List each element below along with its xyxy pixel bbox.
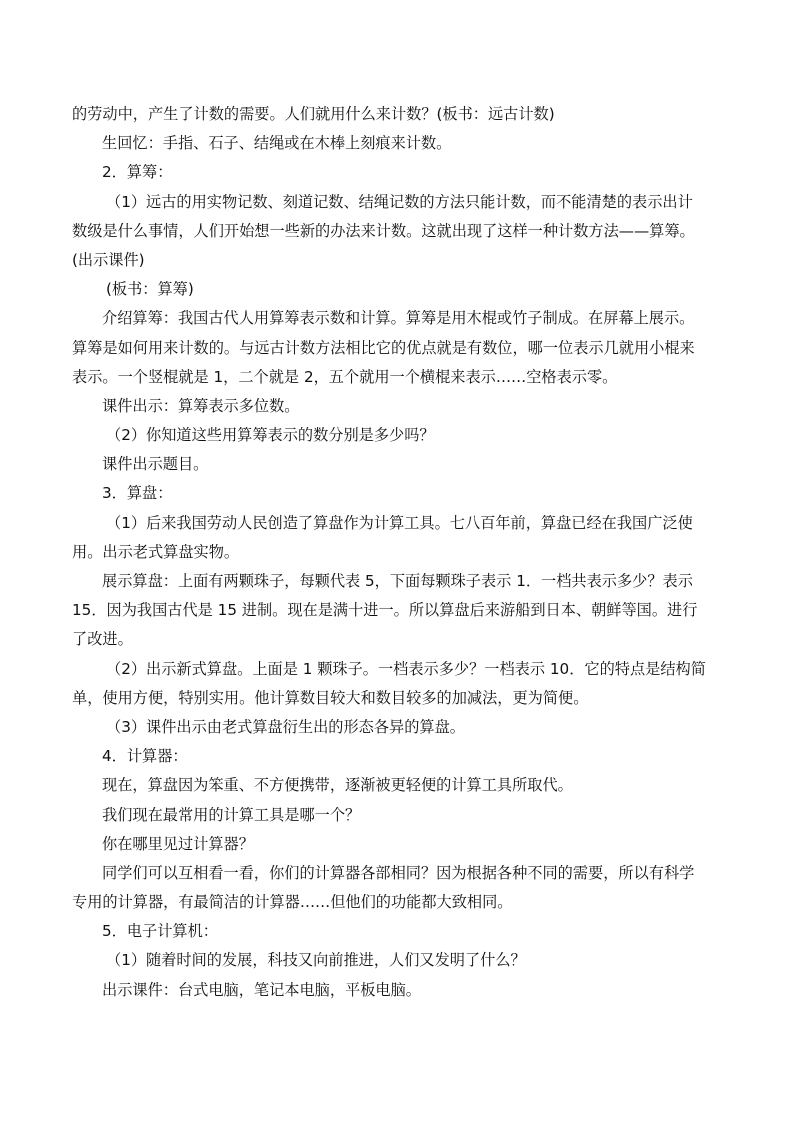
paragraph-line: 同学们可以互相看一看，你们的计算器各部相同？因为根据各种不同的需要，所以有科学 [102,863,695,882]
document-page [72,100,722,1005]
paragraph-line: (出示课件) [72,250,145,269]
section-heading: 5．电子计算机： [102,922,218,941]
section-heading: 3．算盘： [102,484,173,503]
paragraph-line: 表示。一个竖棍就是 1，二个就是 2，五个就用一个横棍来表示……空格表示零。 [72,367,618,386]
paragraph-line: （2）你知道这些用算筹表示的数分别是多少吗？ [106,426,435,445]
paragraph-line: 现在，算盘因为笨重、不方便携带，逐渐被更轻便的计算工具所取代。 [102,776,573,795]
paragraph-line: 数级是什么事情，人们开始想一些新的办法来计数。这就出现了这样一种计数方法——算筹。 [72,221,695,240]
paragraph-line: 专用的计算器，有最简洁的计算器……但他们的功能都大致相同。 [72,893,513,912]
paragraph-line: 的劳动中，产生了计数的需要。人们就用什么来计数？(板书：远古计数) [72,105,555,123]
paragraph-line: 了改进。 [72,630,133,649]
paragraph-line: 出示课件：台式电脑，笔记本电脑，平板电脑。 [102,980,421,999]
paragraph-line: 单，使用方便，特别实用。他计算数目较大和数目较多的加减法，更为简便。 [72,688,589,707]
paragraph-line: 算筹是如何用来计数的。与远古计数方法相比它的优点就是有数位，哪一位表示几就用小棍来 [72,338,695,357]
paragraph-line: 课件出示：算筹表示多位数。 [102,396,300,415]
paragraph-line: （3）课件出示由老式算盘衍生出的形态各异的算盘。 [106,717,465,736]
board-note: (板书：算筹) [106,280,194,299]
paragraph-line: （1）随着时间的发展，科技又向前推进，人们又发明了什么？ [106,951,526,970]
paragraph-line: （1）后来我国劳动人民创造了算盘作为计算工具。七八百年前，算盘已经在我国广泛使 [106,513,693,532]
paragraph-line: （2）出示新式算盘。上面是 1 颗珠子。一档表示多少？一档表示 10．它的特点是结构简 [106,659,706,678]
paragraph-line: 你在哪里见过计算器？ [102,834,254,853]
paragraph-line: （1）远古的用实物记数、刻道记数、结绳记数的方法只能计数，而不能清楚的表示出计 [106,192,693,211]
paragraph-line: 课件出示题目。 [102,455,209,474]
section-heading: 2．算筹： [102,163,173,182]
paragraph-line: 15．因为我国古代是 15 进制。现在是满十进一。所以算盘后来游船到日本、朝鲜等国。进行 [72,601,698,620]
paragraph-line: 展示算盘：上面有两颗珠子，每颗代表 5，下面每颗珠子表示 1．一档共表示多少？表示 [102,572,693,590]
paragraph-line: 用。出示老式算盘实物。 [72,542,240,561]
paragraph-line: 生回忆：手指、石子、结绳或在木棒上刻痕来计数。 [102,134,452,153]
paragraph-line: 介绍算筹：我国古代人用算筹表示数和计算。算筹是用木棍或竹子制成。在屏幕上展示。 [102,309,695,328]
section-heading: 4．计算器： [102,747,188,766]
paragraph-line: 我们现在最常用的计算工具是哪一个？ [102,805,361,824]
